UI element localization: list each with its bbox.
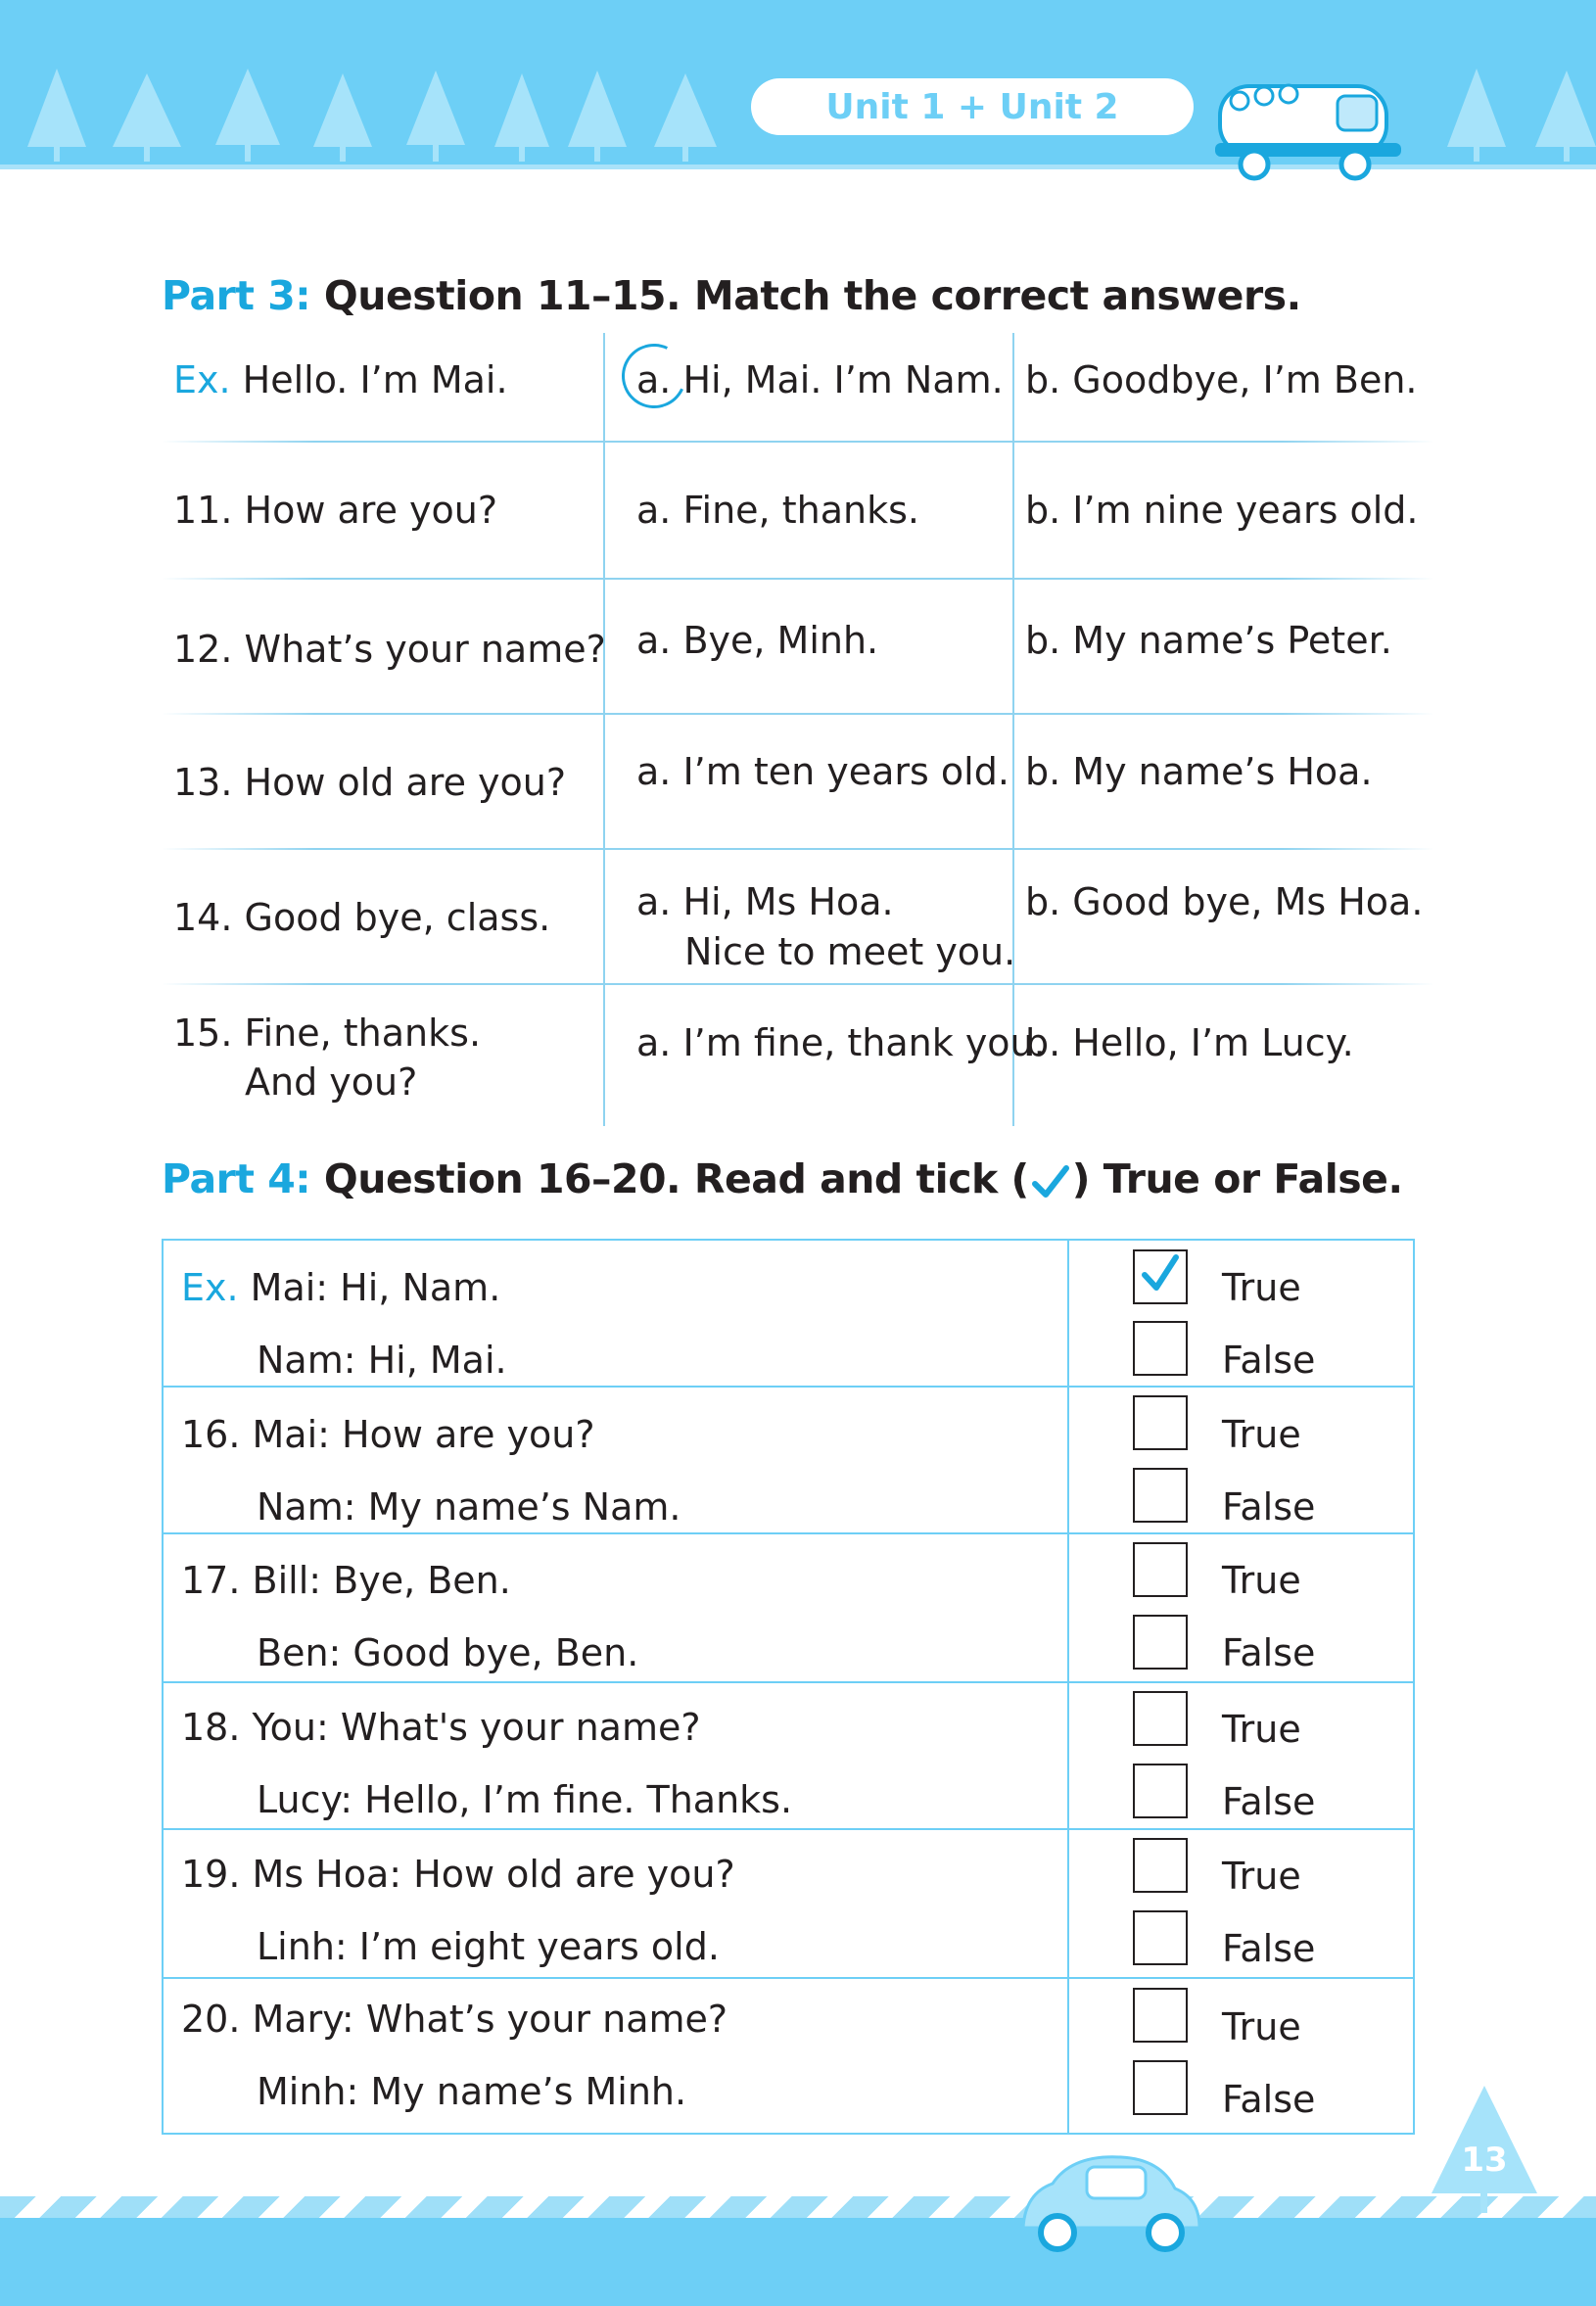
true-checkbox[interactable] [1133,1691,1188,1746]
option-a[interactable]: a. I’m ten years old. [636,750,1009,793]
row-divider [162,848,1434,850]
question-example: Ex. Hello. I’m Mai. [173,358,508,401]
false-checkbox[interactable] [1133,2060,1188,2115]
part4-title: Question 16–20. Read and tick ( [310,1155,1029,1202]
true-checkbox[interactable] [1133,1988,1188,2043]
footer-stripes [0,2196,1596,2218]
true-label: True [1222,2005,1301,2048]
true-checkbox[interactable] [1133,1249,1188,1304]
footer-band [0,2218,1596,2306]
option-b[interactable]: b. Good bye, Ms Hoa. [1025,880,1424,923]
question-15-line2: And you? [245,1060,418,1104]
false-checkbox[interactable] [1133,1615,1188,1670]
row-divider [162,983,1434,985]
true-checkbox[interactable] [1133,1542,1188,1597]
false-label: False [1222,1485,1316,1529]
statement-line2: Ben: Good bye, Ben. [257,1631,639,1674]
part3-label: Part 3: [162,272,311,319]
statement-line1: 19. Ms Hoa: How old are you? [181,1853,735,1896]
statement-line1: 17. Bill: Bye, Ben. [181,1559,511,1602]
false-label: False [1222,2078,1316,2121]
column-divider [1067,1241,1069,2133]
true-label: True [1222,1266,1301,1309]
matching-table [162,333,1434,1126]
true-label: True [1222,1708,1301,1751]
true-label: True [1222,1559,1301,1602]
column-divider [1012,333,1014,1126]
option-a[interactable]: a. Bye, Minh. [636,619,879,662]
part3-title: Question 11–15. Match the correct answers. [310,272,1301,319]
question-11: 11. How are you? [173,489,498,532]
true-checkbox[interactable] [1133,1395,1188,1450]
bus-icon [1210,57,1406,184]
false-checkbox[interactable] [1133,1910,1188,1965]
page-number: 13 [1461,2141,1508,2180]
option-a[interactable]: a. Fine, thanks. [636,489,919,532]
statement-line2: Minh: My name’s Minh. [257,2070,687,2113]
statement-line2: Nam: My name’s Nam. [257,1485,681,1529]
false-checkbox[interactable] [1133,1764,1188,1818]
row-divider [164,1681,1413,1683]
true-checkbox[interactable] [1133,1838,1188,1893]
option-a[interactable]: a. Hi, Ms Hoa. [636,880,894,923]
false-checkbox[interactable] [1133,1321,1188,1376]
tick-icon [1029,1162,1072,1201]
option-a-line2: Nice to meet you. [684,930,1016,973]
column-divider [603,333,605,1126]
car-icon [1013,2149,1209,2257]
option-a[interactable]: a. Hi, Mai. I’m Nam. [636,358,1004,401]
option-b[interactable]: b. Goodbye, I’m Ben. [1025,358,1418,401]
row-divider [164,1386,1413,1388]
part4-heading [162,1155,1403,1202]
part4-label: Part 4: [162,1155,311,1202]
row-divider [162,713,1434,715]
false-label: False [1222,1631,1316,1674]
row-divider [162,578,1434,580]
option-b[interactable]: b. I’m nine years old. [1025,489,1419,532]
row-divider [164,1977,1413,1979]
true-false-table [162,1239,1415,2135]
statement-line1: 16. Mai: How are you? [181,1413,595,1456]
option-a[interactable]: a. I’m fine, thank you. [636,1021,1046,1064]
option-b[interactable]: b. My name’s Peter. [1025,619,1392,662]
question-13: 13. How old are you? [173,761,567,804]
option-b[interactable]: b. My name’s Hoa. [1025,750,1373,793]
question-15: 15. Fine, thanks. [173,1012,482,1055]
checkmark-icon [1135,1251,1186,1302]
row-divider [164,1532,1413,1534]
question-14: 14. Good bye, class. [173,896,551,939]
false-label: False [1222,1339,1316,1382]
statement-line2: Linh: I’m eight years old. [257,1925,720,1968]
true-label: True [1222,1855,1301,1898]
row-divider [162,441,1434,443]
false-checkbox[interactable] [1133,1468,1188,1523]
statement-line2: Lucy: Hello, I’m fine. Thanks. [257,1778,793,1821]
option-b[interactable]: b. Hello, I’m Lucy. [1025,1021,1354,1064]
part3-heading [162,272,1301,319]
statement-line1: Ex. Mai: Hi, Nam. [181,1266,501,1309]
unit-label: Unit 1 + Unit 2 [751,78,1194,135]
question-12: 12. What’s your name? [173,628,606,671]
statement-line1: 20. Mary: What’s your name? [181,1998,728,2041]
false-label: False [1222,1780,1316,1823]
statement-line2: Nam: Hi, Mai. [257,1339,507,1382]
false-label: False [1222,1927,1316,1970]
row-divider [164,1828,1413,1830]
true-label: True [1222,1413,1301,1456]
part4-title-end: ) True or False. [1071,1155,1403,1202]
statement-line1: 18. You: What's your name? [181,1706,701,1749]
